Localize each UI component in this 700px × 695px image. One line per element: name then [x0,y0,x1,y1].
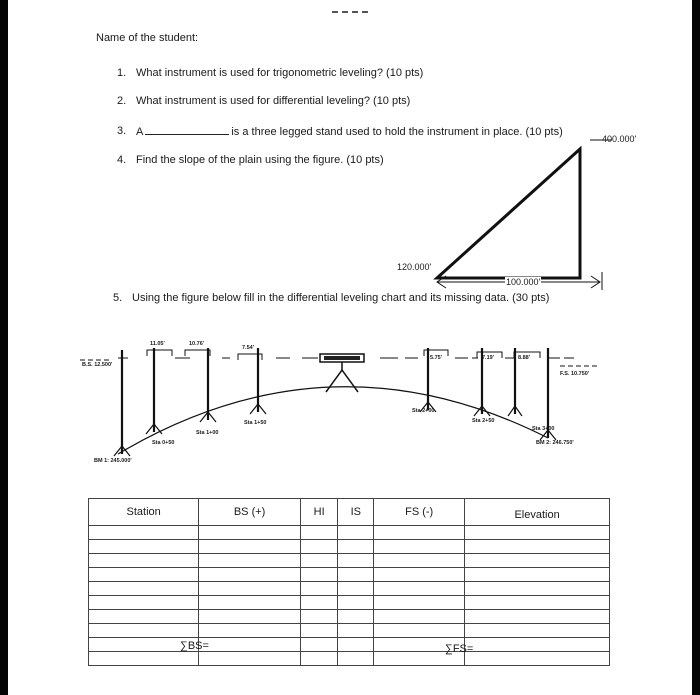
station-label-1-00: Sta 1+00 [196,430,219,436]
leveling-rods [122,348,548,454]
question-2-text: What instrument is used for differential leveling? (10 pts) [136,95,411,107]
table-cell[interactable] [300,596,338,610]
station-label-2-00: Sta 2+00 [412,408,435,414]
table-cell[interactable] [300,582,338,596]
table-cell[interactable] [89,554,199,568]
table-body [89,526,610,666]
station-label-0-50: Sta 0+50 [152,440,175,446]
leveling-figure [0,320,700,490]
table-cell[interactable] [300,652,338,666]
table-row [89,652,610,666]
table-cell[interactable] [199,652,301,666]
table-cell[interactable] [374,596,465,610]
table-cell[interactable] [300,638,338,652]
question-3-body: is a three legged stand used to hold the instrument in place. (10 pts) [231,126,563,138]
station-label-3-00: Sta 3+00 [532,426,555,432]
question-4-text: Find the slope of the plain using the figure. (10 pts) [136,154,384,166]
station-label-1-50: Sta 1+50 [244,420,267,426]
table-cell[interactable] [199,540,301,554]
table-row [89,582,610,596]
table-cell[interactable] [199,610,301,624]
header-bs: BS (+) [199,499,301,526]
question-3-number: 3. [117,125,127,137]
question-2-number: 2. [117,95,127,107]
header-hi: HI [300,499,338,526]
table-cell[interactable] [89,652,199,666]
table-cell[interactable] [338,540,374,554]
bm1-label: BM 1: 245.000' [94,458,132,464]
table-cell[interactable] [374,610,465,624]
table-cell[interactable] [199,624,301,638]
table-cell[interactable] [338,638,374,652]
header-elevation: Elevation [465,499,610,526]
question-3-prefix: A [136,126,144,138]
table-header-row [89,499,610,526]
fs-right-label: F.S. 10.750' [560,371,590,377]
student-name-label: Name of the student: [96,32,199,44]
table-cell[interactable] [338,610,374,624]
table-cell[interactable] [199,526,301,540]
table-cell[interactable] [465,610,610,624]
table-row [89,624,610,638]
table-cell[interactable] [338,596,374,610]
table-cell[interactable] [338,526,374,540]
table-cell[interactable] [199,568,301,582]
table-cell[interactable] [89,610,199,624]
sum-bs-label: ∑BS= [180,640,209,652]
table-cell[interactable] [374,624,465,638]
rod-reading-4: 5.75' [430,355,443,361]
question-5-number: 5. [113,292,123,304]
header-station: Station [89,499,199,526]
rod-reading-2: 10.76' [189,341,205,347]
rod-reading-3: 7.54' [242,345,255,351]
slope-base-label: 100.000' [506,277,541,287]
table-cell[interactable] [199,582,301,596]
question-5-text: Using the figure below fill in the differential leveling chart and its missing data. (30 pts) [132,292,550,304]
table-cell[interactable] [465,624,610,638]
bm2-label: BM 2: 246.750' [536,440,574,446]
table-row [89,540,610,554]
table-cell[interactable] [89,568,199,582]
slope-triangle [437,149,580,278]
header-is: IS [338,499,374,526]
slope-figure [0,0,700,300]
slope-height-label: 400.000' [602,134,637,144]
table-cell[interactable] [300,610,338,624]
table-cell[interactable] [374,568,465,582]
table-cell[interactable] [338,652,374,666]
table-cell[interactable] [465,554,610,568]
table-cell[interactable] [374,554,465,568]
table-cell[interactable] [338,582,374,596]
table-cell[interactable] [300,554,338,568]
question-1-number: 1. [117,67,127,79]
table-row [89,596,610,610]
table-cell[interactable] [338,624,374,638]
leveling-chart-table [88,498,610,666]
table-cell[interactable] [300,526,338,540]
table-cell[interactable] [300,624,338,638]
table-row [89,526,610,540]
table-cell[interactable] [374,526,465,540]
table-cell[interactable] [465,652,610,666]
table-cell[interactable] [338,568,374,582]
table-cell[interactable] [374,582,465,596]
table-cell[interactable] [89,526,199,540]
table-cell[interactable] [465,596,610,610]
table-cell[interactable] [465,638,610,652]
rod-reading-1: 11.05' [150,341,165,347]
table-cell[interactable] [300,540,338,554]
table-cell[interactable] [300,568,338,582]
table-cell[interactable] [465,526,610,540]
rod-reading-6: 8.88' [518,355,531,361]
station-label-2-50: Sta 2+50 [472,418,495,424]
table-cell[interactable] [89,540,199,554]
table-row [89,610,610,624]
slope-offset-label: 120.000' [397,262,432,272]
table-cell[interactable] [465,568,610,582]
table-cell[interactable] [199,554,301,568]
rod-reading-5: 7.19' [482,355,495,361]
question-4-number: 4. [117,154,127,166]
table-cell[interactable] [199,638,301,652]
sum-fs-label: ∑FS= [445,643,474,655]
table-cell[interactable] [374,540,465,554]
table-cell[interactable] [89,582,199,596]
question-1-text: What instrument is used for trigonometric leveling? (10 pts) [136,67,424,79]
table-cell[interactable] [199,596,301,610]
table-row [89,554,610,568]
table-cell[interactable] [465,540,610,554]
bs-left-label: B.S. 12.500' [82,362,113,368]
table-row [89,568,610,582]
table-cell[interactable] [465,582,610,596]
station-feet [114,402,556,456]
table-row [89,638,610,652]
header-fs: FS (-) [374,499,465,526]
table-cell[interactable] [89,596,199,610]
table-cell[interactable] [89,624,199,638]
table-cell[interactable] [338,554,374,568]
